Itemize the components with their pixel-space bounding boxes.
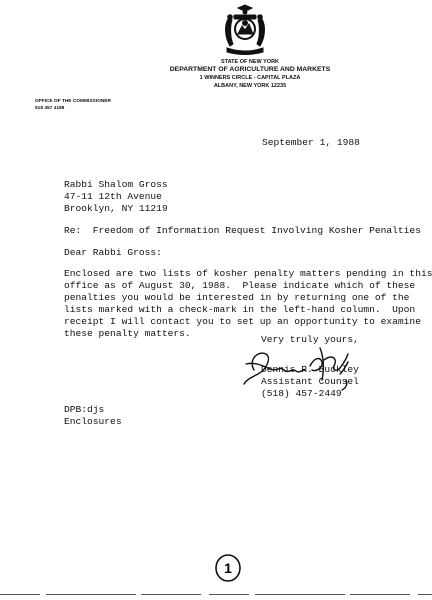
body-line: lists marked with a check-mark in the left-hand column. Upon <box>64 304 416 315</box>
typist-initials: DPB:djs <box>64 404 105 415</box>
salutation: Dear Rabbi Gross: <box>64 247 162 258</box>
letterhead-address-line-1: 1 WINNERS CIRCLE - CAPITAL PLAZA <box>199 75 301 81</box>
letterhead <box>150 58 350 90</box>
complimentary-closing: Very truly yours, <box>261 334 359 345</box>
signer-title: Assistant Counsel <box>261 376 359 387</box>
enclosures-note: Enclosures <box>64 416 122 427</box>
subject-line: Re: Freedom of Information Request Involving Kosher Penalties <box>64 225 421 236</box>
letterhead-state: STATE OF NEW YORK <box>220 59 280 65</box>
new-york-state-seal-icon <box>220 4 270 56</box>
letter-date: September 1, 1988 <box>262 137 360 148</box>
office-phone: 518 457 4188 <box>35 106 65 111</box>
scan-edge-line <box>0 594 432 595</box>
recipient-line: Rabbi Shalom Gross <box>64 179 168 190</box>
signer-name: Dennis P. Buckley <box>261 364 359 375</box>
body-line: these penalty matters. <box>64 328 191 339</box>
recipient-line: Brooklyn, NY 11219 <box>64 203 168 214</box>
body-line: office as of August 30, 1988. Please indicate which of these <box>64 280 416 291</box>
body-line: receipt I will contact you to set up an opportunity to examine <box>64 316 421 327</box>
page-number-text: 1 <box>224 560 232 576</box>
circled-page-number <box>213 553 243 583</box>
body-line: Enclosed are two lists of kosher penalty matters pending in this <box>64 268 432 279</box>
body-line: penalties you would be interested in by returning one of the <box>64 292 410 303</box>
signer-phone: (518) 457-2449 <box>261 388 342 399</box>
recipient-line: 47-11 12th Avenue <box>64 191 162 202</box>
letterhead-address-line-2: ALBANY, NEW YORK 12235 <box>213 83 287 89</box>
office-block <box>35 98 111 112</box>
letter-body <box>64 268 432 340</box>
letterhead-department: DEPARTMENT OF AGRICULTURE AND MARKETS <box>169 66 331 73</box>
office-name: OFFICE OF THE COMMISSIONER <box>35 99 111 104</box>
recipient-address <box>64 179 168 215</box>
signature-block <box>261 364 359 400</box>
reference-initials <box>64 404 122 428</box>
